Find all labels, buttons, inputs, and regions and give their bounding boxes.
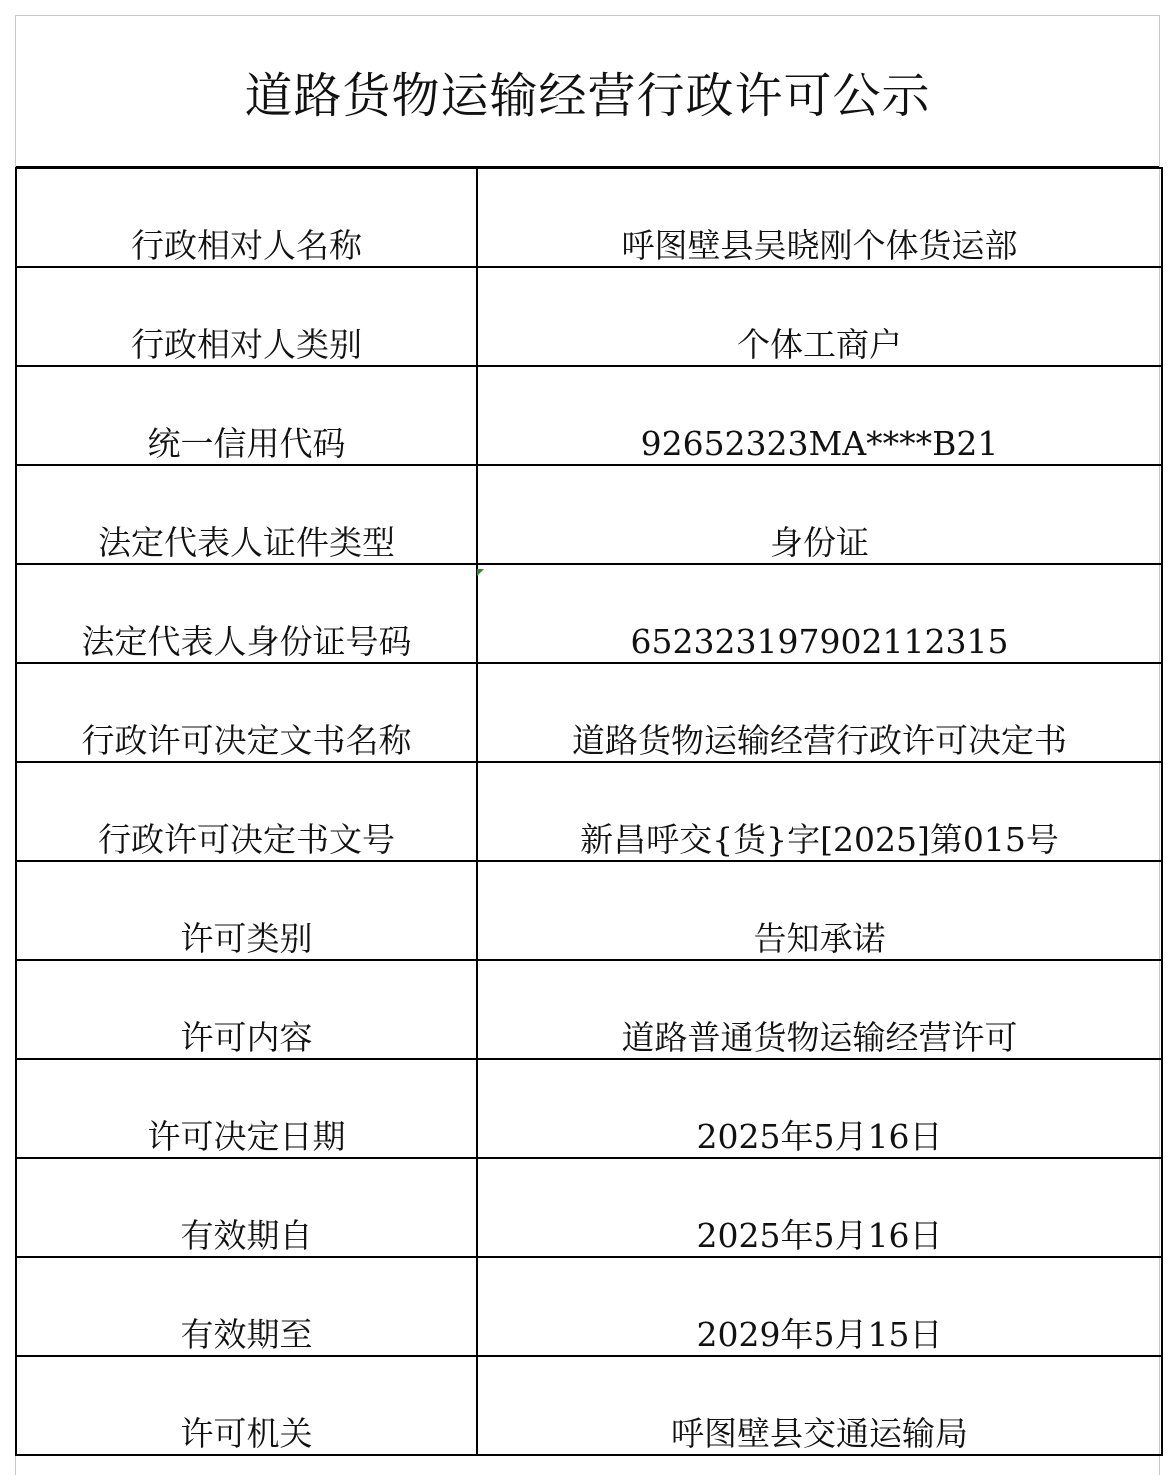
field-value[interactable]: 身份证 (477, 465, 1162, 564)
field-value[interactable]: 告知承诺 (477, 861, 1162, 960)
field-label[interactable]: 行政许可决定文书名称 (16, 663, 477, 762)
page-title: 道路货物运输经营行政许可公示 (16, 16, 1159, 168)
table-row (16, 564, 1162, 663)
table-row (16, 762, 1162, 861)
field-label[interactable]: 有效期至 (16, 1257, 477, 1356)
field-label[interactable]: 行政许可决定书文号 (16, 762, 477, 861)
permit-info-table (15, 167, 1163, 1456)
cell-comment-indicator-icon (477, 569, 484, 576)
field-value[interactable]: 92652323MA****B21 (477, 366, 1162, 465)
field-label[interactable]: 许可机关 (16, 1356, 477, 1455)
field-value[interactable]: 新昌呼交{货}字[2025]第015号 (477, 762, 1162, 861)
table-row (16, 267, 1162, 366)
table-row (16, 960, 1162, 1059)
field-value[interactable]: 2025年5月16日 (477, 1158, 1162, 1257)
table-row (16, 1356, 1162, 1455)
field-label[interactable]: 行政相对人类别 (16, 267, 477, 366)
field-value[interactable]: 652323197902112315 (477, 564, 1162, 663)
table-row (16, 1257, 1162, 1356)
table-row (16, 663, 1162, 762)
field-label[interactable]: 许可内容 (16, 960, 477, 1059)
table-row (16, 465, 1162, 564)
field-label[interactable]: 法定代表人证件类型 (16, 465, 477, 564)
field-value[interactable]: 个体工商户 (477, 267, 1162, 366)
field-value[interactable]: 道路普通货物运输经营许可 (477, 960, 1162, 1059)
field-value[interactable]: 道路货物运输经营行政许可决定书 (477, 663, 1162, 762)
field-value[interactable]: 呼图壁县吴晓刚个体货运部 (477, 168, 1162, 267)
table-row (16, 861, 1162, 960)
field-label[interactable]: 许可决定日期 (16, 1059, 477, 1158)
field-value[interactable]: 呼图壁县交通运输局 (477, 1356, 1162, 1455)
field-label[interactable]: 行政相对人名称 (16, 168, 477, 267)
table-row (16, 168, 1162, 267)
field-value[interactable]: 2025年5月16日 (477, 1059, 1162, 1158)
field-label[interactable]: 有效期自 (16, 1158, 477, 1257)
field-label[interactable]: 许可类别 (16, 861, 477, 960)
table-row (16, 366, 1162, 465)
field-label[interactable]: 法定代表人身份证号码 (16, 564, 477, 663)
table-row (16, 1158, 1162, 1257)
table-row (16, 1059, 1162, 1158)
field-value[interactable]: 2029年5月15日 (477, 1257, 1162, 1356)
field-label[interactable]: 统一信用代码 (16, 366, 477, 465)
